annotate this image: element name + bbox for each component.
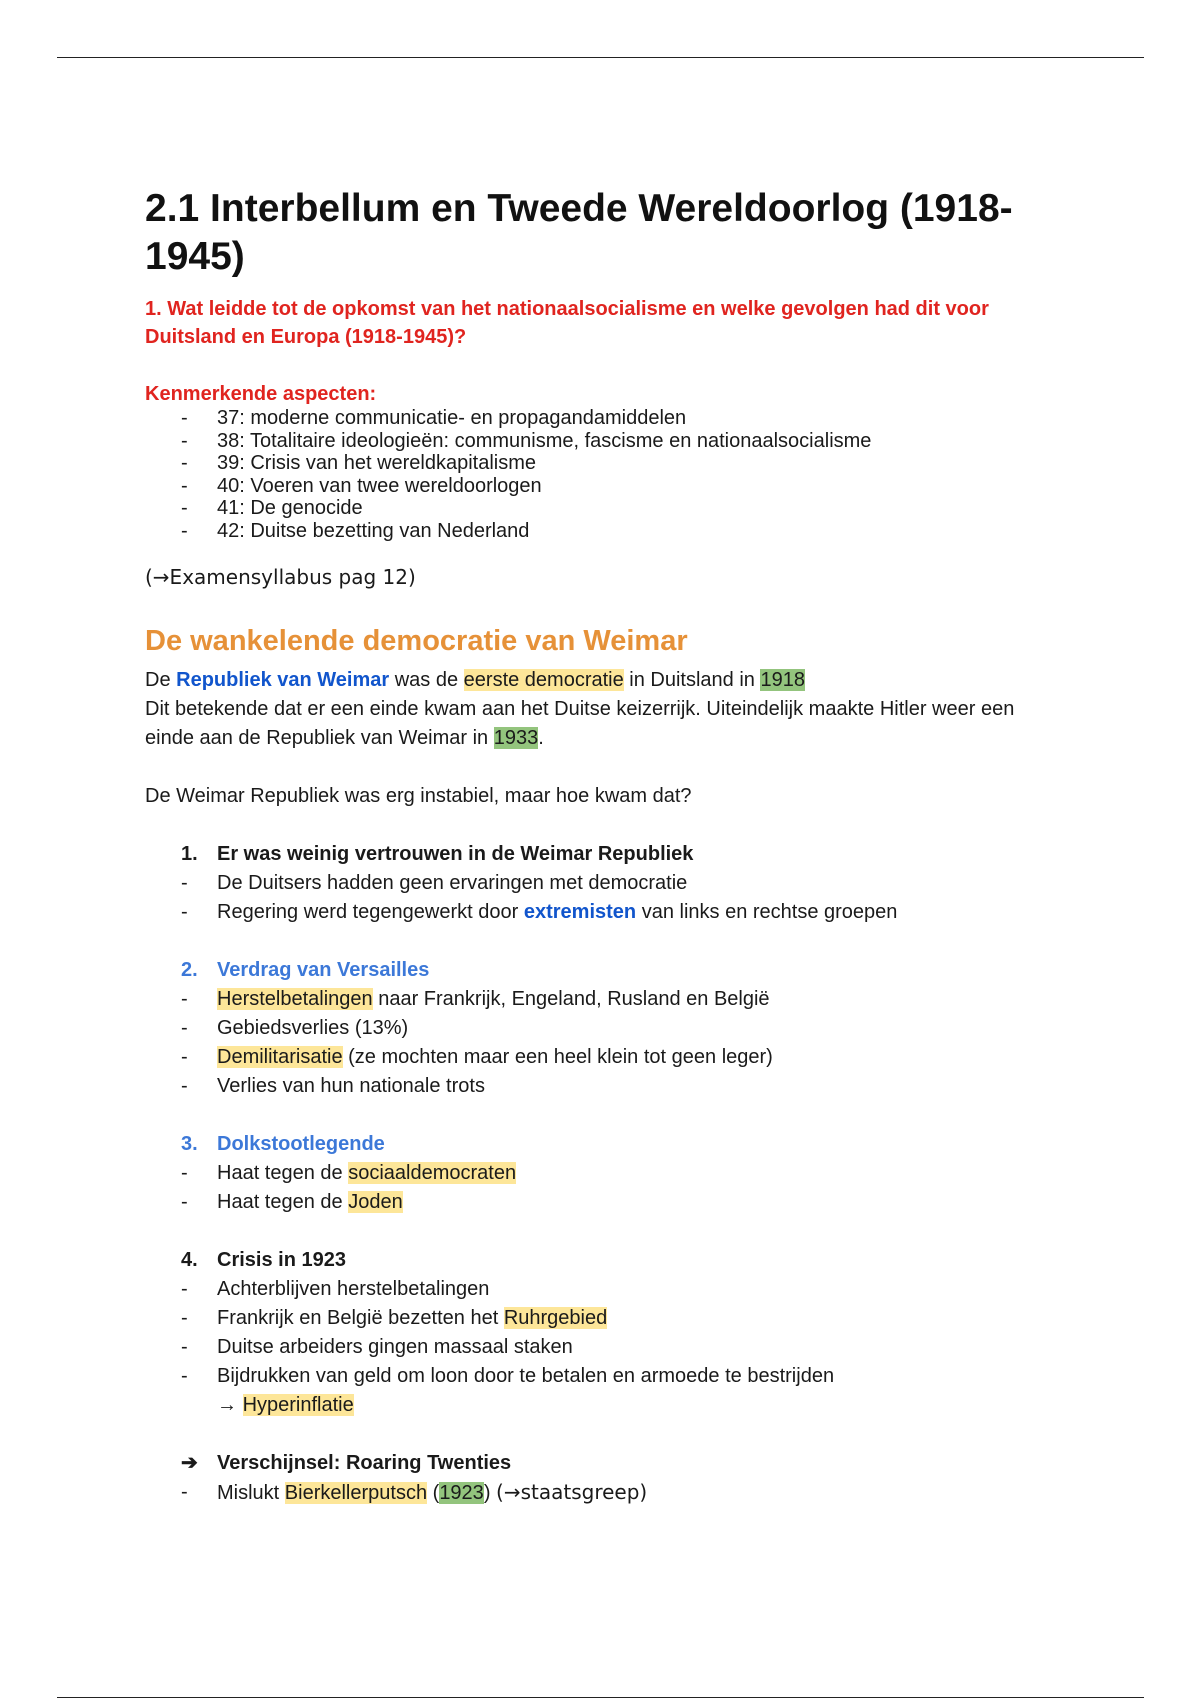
aspects-list (145, 407, 1065, 542)
aspect-item: - 42: Duitse bezetting van Nederland (145, 520, 1065, 543)
document-body (145, 185, 1065, 1508)
phenomenon-heading: ➔ Verschijnsel: Roaring Twenties (145, 1449, 1065, 1478)
aspects-heading: Kenmerkende aspecten: (145, 383, 377, 405)
key-question: 1. Wat leidde tot de opkomst van het nationaalsocialisme en welke gevolgen had dit voor Duitsland en Europa (1918-1945)? (145, 298, 989, 348)
bottom-rule (57, 1697, 1144, 1698)
list-item: - Duitse arbeiders gingen massaal staken (145, 1333, 1065, 1362)
cause-2-list (145, 985, 1065, 1101)
page-title: 2.1 Interbellum en Tweede Wereldoorlog (1918-1945) (145, 187, 1013, 278)
list-item: - Frankrijk en België bezetten het Ruhrgebied (145, 1304, 1065, 1333)
term-extremists: extremisten (523, 901, 637, 923)
list-item: - Bijdrukken van geld om loon door te betalen en armoede te bestrijden (145, 1362, 1065, 1391)
phenomenon-list (145, 1478, 1065, 1508)
cause-3-list (145, 1159, 1065, 1217)
highlight-year-1918: 1918 (760, 669, 805, 691)
list-item: - Demilitarisatie (ze mochten maar een heel klein tot geen leger) (145, 1043, 1065, 1072)
list-item: - Gebiedsverlies (13%) (145, 1014, 1065, 1043)
cause-1 (145, 840, 1065, 927)
intro-paragraph-2: Dit betekende dat er een einde kwam aan het Duitse keizerrijk. Uiteindelijk maakte Hitler weer een einde aan de Republiek van Weimar in 1933. (145, 698, 1015, 749)
cause-3 (145, 1130, 1065, 1217)
top-rule (57, 57, 1144, 58)
cause-3-heading: 3. Dolkstootlegende (181, 1133, 385, 1155)
list-item: - Regering werd tegengewerkt door extremisten van links en rechtse groepen (145, 898, 1065, 927)
cause-4-heading: 4. Crisis in 1923 (181, 1249, 346, 1271)
aspect-item: - 39: Crisis van het wereldkapitalisme (145, 452, 1065, 475)
list-item: - Verlies van hun nationale trots (145, 1072, 1065, 1101)
list-item: - Haat tegen de Joden (145, 1188, 1065, 1217)
list-item: - Achterblijven herstelbetalingen (145, 1275, 1065, 1304)
cause-1-heading: 1. Er was weinig vertrouwen in de Weimar Republiek (181, 843, 694, 865)
aspect-item: - 40: Voeren van twee wereldoorlogen (145, 475, 1065, 498)
highlight-year-1933: 1933 (493, 727, 539, 749)
intro-paragraph-3: De Weimar Republiek was erg instabiel, maar hoe kwam dat? (145, 785, 692, 807)
list-item: - Herstelbetalingen naar Frankrijk, Engeland, Rusland en België (145, 985, 1065, 1014)
list-item: - De Duitsers hadden geen ervaringen met democratie (145, 869, 1065, 898)
hyperinflation-line: → Hyperinflatie (217, 1394, 354, 1416)
cause-4 (145, 1246, 1065, 1420)
list-item: - Mislukt Bierkellerputsch (1923) (→staatsgreep) (145, 1478, 1065, 1508)
section-heading: De wankelende democratie van Weimar (145, 625, 688, 657)
aspect-item: - 41: De genocide (145, 497, 1065, 520)
aspect-item: - 37: moderne communicatie- en propagandamiddelen (145, 407, 1065, 430)
aspect-item: - 38: Totalitaire ideologieën: communisme, fascisme en nationaalsocialisme (145, 430, 1065, 453)
highlight-first-democracy: eerste democratie (463, 669, 624, 691)
term-weimar-republic: Republiek van Weimar (176, 669, 390, 691)
list-item: - Haat tegen de sociaaldemocraten (145, 1159, 1065, 1188)
cause-2-heading: 2. Verdrag van Versailles (181, 959, 430, 981)
intro-paragraph-1: De Republiek van Weimar was de eerste democratie in Duitsland in 1918 (145, 669, 805, 691)
phenomenon (145, 1449, 1065, 1508)
syllabus-reference: (→Examensyllabus pag 12) (145, 565, 416, 589)
cause-2 (145, 956, 1065, 1101)
arrow-icon: ➔ (181, 1452, 198, 1474)
cause-1-list (145, 869, 1065, 927)
cause-4-list (145, 1275, 1065, 1391)
